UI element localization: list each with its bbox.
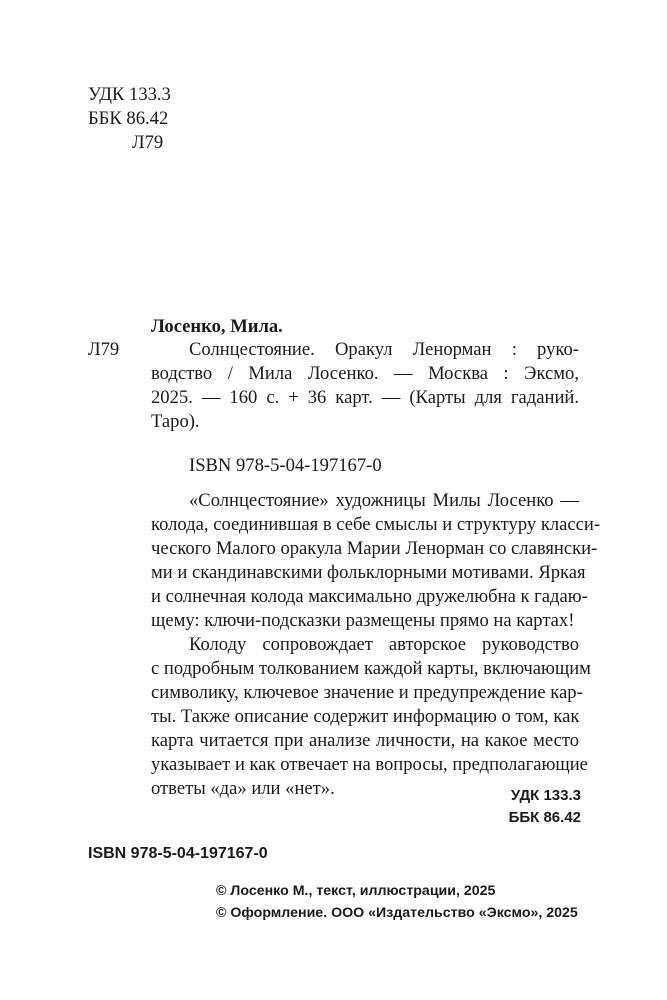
annotation-line: «Солнцестояние» художницы Милы Лосенко — bbox=[189, 490, 579, 511]
annotation-line: ответы «да» или «нет». bbox=[151, 778, 335, 799]
annotation-line: символику, ключевое значение и предупреждение кар- bbox=[151, 682, 583, 703]
copyright-block bbox=[216, 880, 578, 924]
description-line: Таро). bbox=[151, 411, 200, 432]
annotation-line: Колоду сопровождает авторское руководство bbox=[189, 634, 579, 655]
udk-code: УДК 133.3 bbox=[88, 84, 171, 105]
annotation-line: с подробным толкованием каждой карты, включающим bbox=[151, 658, 591, 679]
cutter-code: Л79 bbox=[132, 132, 164, 153]
annotation-line: ческого Малого оракула Марии Ленорман со славянски- bbox=[151, 538, 598, 559]
annotation bbox=[151, 489, 601, 801]
record-author: Лосенко, Мила. bbox=[151, 316, 283, 337]
description-line: 2025. — 160 с. + 36 карт. — (Карты для гаданий. bbox=[151, 387, 579, 408]
annotation-line: ми и скандинавскими фольклорными мотивами. Яркая bbox=[151, 562, 586, 583]
copyright-text: © Лосенко М., текст, иллюстрации, 2025 bbox=[216, 883, 496, 899]
bbk-code: ББК 86.42 bbox=[88, 108, 169, 129]
classification-block bbox=[88, 83, 171, 155]
description-line: водство / Мила Лосенко. — Москва : Эксмо, bbox=[151, 363, 579, 384]
description-line: Солнцестояние. Оракул Ленорман : руко- bbox=[189, 339, 579, 360]
annotation-line: колода, соединившая в себе смыслы и структуру класси- bbox=[151, 514, 601, 535]
copyright-design: © Оформление. ООО «Издательство «Эксмо», 2025 bbox=[216, 905, 578, 921]
footer-udk: УДК 133.3 bbox=[510, 787, 581, 804]
annotation-line: указывает и как отвечает на вопросы, предполагающие bbox=[151, 754, 588, 775]
record-description bbox=[151, 338, 579, 434]
annotation-line: щему: ключи-подсказки размещены прямо на картах! bbox=[151, 610, 575, 631]
annotation-line: карта читается при анализе личности, на какое место bbox=[151, 730, 579, 751]
record-isbn: ISBN 978-5-04-197167-0 bbox=[189, 455, 382, 476]
record-cutter: Л79 bbox=[88, 339, 120, 360]
annotation-line: ты. Также описание содержит информацию о том, как bbox=[151, 706, 580, 727]
footer-classification bbox=[509, 785, 581, 829]
annotation-line: и солнечная колода максимально дружелюбна к гадаю- bbox=[151, 586, 588, 607]
footer-isbn: ISBN 978-5-04-197167-0 bbox=[88, 845, 268, 862]
footer-bbk: ББК 86.42 bbox=[508, 809, 581, 826]
